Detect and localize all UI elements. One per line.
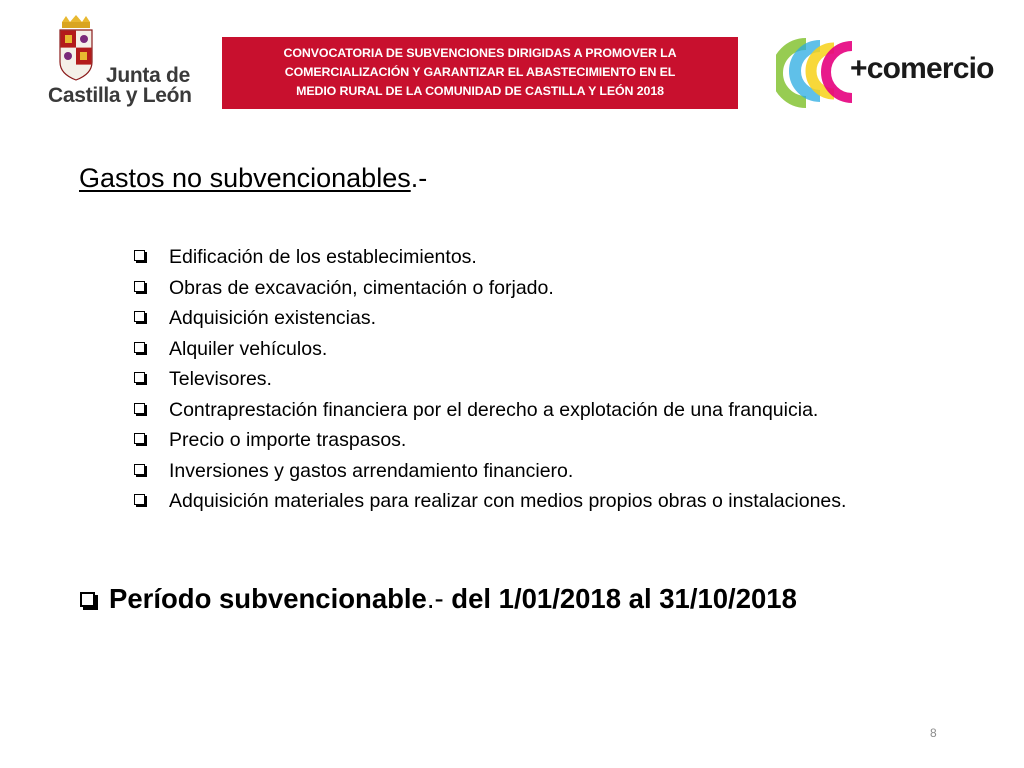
checkbox-bullet-icon [134,433,145,444]
banner-line-3: MEDIO RURAL DE LA COMUNIDAD DE CASTILLA Y LEÓN 2018 [296,84,664,98]
list-item [130,425,990,456]
checkbox-bullet-icon [134,372,145,383]
list-item-text: Precio o importe traspasos. [169,429,407,451]
junta-castilla-leon-logo [44,14,192,110]
convocatoria-banner [222,37,738,109]
junta-logo-line1: Junta de [106,64,190,87]
list-item [130,242,990,273]
list-item-text: Adquisición existencias. [169,307,377,329]
checkbox-bullet-icon [134,250,145,261]
period-value: del 1/01/2018 al 31/10/2018 [443,583,797,614]
section-title-text: Gastos no subvencionables [79,163,411,193]
banner-line-1: CONVOCATORIA DE SUBVENCIONES DIRIGIDAS A PROMOVER LA [283,46,677,60]
list-item-text: Alquiler vehículos. [169,337,328,360]
list-item-text: Televisores. [169,368,272,390]
checkbox-bullet-icon [134,311,145,322]
section-title [79,163,427,194]
comercio-wordmark: +comercio [850,52,994,85]
eligible-period [80,583,797,615]
list-item [130,456,990,487]
checkbox-bullet-icon [80,592,95,607]
list-item [130,273,990,304]
list-item [130,486,869,517]
mas-comercio-logo [776,36,994,110]
list-item-text: Inversiones y gastos arrendamiento financiero. [169,459,574,482]
checkbox-bullet-icon [134,281,145,292]
list-item-text: Obras de excavación, cimentación o forjado. [169,276,554,299]
list-item [130,395,990,426]
section-title-suffix: .- [410,163,428,193]
period-label: Período subvencionable [109,583,427,614]
list-item-text: Contraprestación financiera por el derecho a explotación de una franquicia. [169,398,819,421]
list-item [130,364,990,395]
period-separator: .- [426,583,444,614]
checkbox-bullet-icon [134,464,145,475]
checkbox-bullet-icon [134,342,145,353]
junta-logo-line2: Castilla y León [48,84,192,107]
non-eligible-expenses-list [130,242,990,517]
list-item-text: Adquisición materiales para realizar con medios propios obras o instalaciones. [169,490,847,512]
banner-line-2: COMERCIALIZACIÓN Y GARANTIZAR EL ABASTECIMIENTO EN EL [284,65,676,79]
junta-logo-wordmark [48,66,198,106]
checkbox-bullet-icon [134,403,145,414]
checkbox-bullet-icon [134,494,145,505]
page-number: 8 [930,726,937,740]
list-item-text: Edificación de los establecimientos. [169,246,477,268]
list-item [130,334,990,365]
list-item [130,303,990,334]
